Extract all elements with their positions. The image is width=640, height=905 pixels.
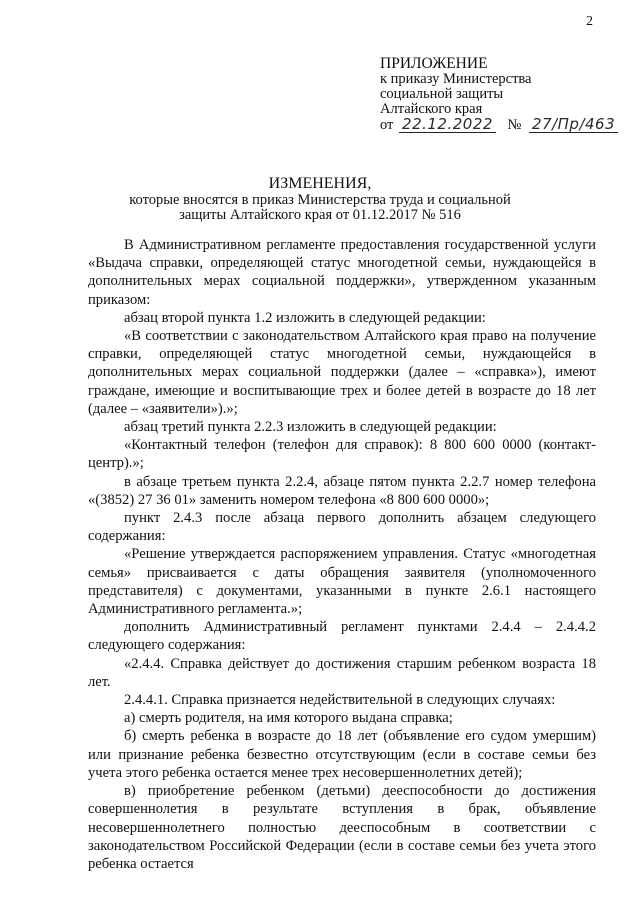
body-paragraph: «В соответствии с законодательством Алтайского края право на получение справки, определяющей статус многодетной семьи, нуждающейся в дополнительных мерах социальной поддержки (далее – «справка»), имеют граждане, имеющие и воспитывающие трех и более детей в возрасте до 18 лет (далее – «заявители»).»; — [88, 328, 596, 417]
appendix-order-number: 27/Пр/463 — [529, 117, 618, 133]
appendix-date: 22.12.2022 — [399, 117, 496, 133]
body-paragraph: абзац третий пункта 2.2.3 изложить в следующей редакции: — [124, 419, 497, 436]
body-paragraph: В Административном регламенте предоставления государственной услуги «Выдача справки, определяющей статус многодетной семьи, нуждающейся в дополнительных мерах социальной поддержки», утвержденном указанным приказом: — [88, 237, 596, 308]
body-paragraph: дополнить Административный регламент пунктами 2.4.4 – 2.4.4.2 следующего содержания: — [88, 619, 596, 654]
body-paragraph: «2.4.4. Справка действует до достижения старшим ребенком возраста 18 лет. — [88, 655, 596, 690]
appendix-ot-label: от — [380, 117, 394, 133]
appendix-date-number-row — [380, 117, 620, 133]
body-paragraph: 2.4.4.1. Справка признается недействительной в следующих случаях: — [124, 692, 556, 709]
document-title: ИЗМЕНЕНИЯ, — [268, 175, 372, 192]
body-paragraph: пункт 2.4.3 после абзаца первого дополнить абзацем следующего содержания: — [88, 510, 596, 545]
body-paragraph: в) приобретение ребенком (детьми) дееспособности до достижения совершеннолетия в результате вступления в брак, объявление несовершеннолетнего полностью дееспособным в соответствии с законодательством Российской Федерации (если в составе семьи без учета этого ребенка остается — [88, 783, 596, 872]
appendix-number-label: № — [507, 117, 522, 133]
body-paragraph: абзац второй пункта 1.2 изложить в следующей редакции: — [124, 309, 486, 326]
page-number: 2 — [586, 14, 593, 29]
body-paragraph: б) смерть ребенка в возрасте до 18 лет (объявление его судом умершим) или признание ребенка безвестно отсутствующим (если в составе семьи без учета этого ребенка остается менее трех несовершеннолетних детей); — [88, 728, 596, 781]
appendix-line-1: к приказу Министерства — [380, 71, 532, 87]
appendix-line-3: Алтайского края — [380, 101, 483, 117]
title-block — [90, 176, 550, 222]
appendix-heading: ПРИЛОЖЕНИЕ — [380, 55, 488, 72]
body-paragraph: в абзаце третьем пункта 2.2.4, абзаце пятом пункта 2.2.7 номер телефона «(3852) 27 36 01» заменить номером телефона «8 800 600 0000»; — [88, 473, 596, 508]
body-paragraph: «Решение утверждается распоряжением управления. Статус «многодетная семья» присваивается с даты обращения заявителя (уполномоченного представителя) с документами, указанными в пункте 2.6.1 настоящего Административного регламента.»; — [88, 546, 596, 618]
body-paragraph: а) смерть родителя, на имя которого выдана справка; — [124, 710, 453, 727]
body-paragraph: «Контактный телефон (телефон для справок): 8 800 600 0000 (контакт-центр).»; — [88, 437, 596, 472]
appendix-block — [380, 55, 620, 133]
document-subtitle-line-2: защиты Алтайского края от 01.12.2017 № 516 — [179, 206, 461, 223]
document-subtitle-line-1: которые вносятся в приказ Министерства труда и социальной — [129, 192, 511, 208]
appendix-line-2: социальной защиты — [380, 86, 504, 102]
document-body — [88, 236, 596, 873]
